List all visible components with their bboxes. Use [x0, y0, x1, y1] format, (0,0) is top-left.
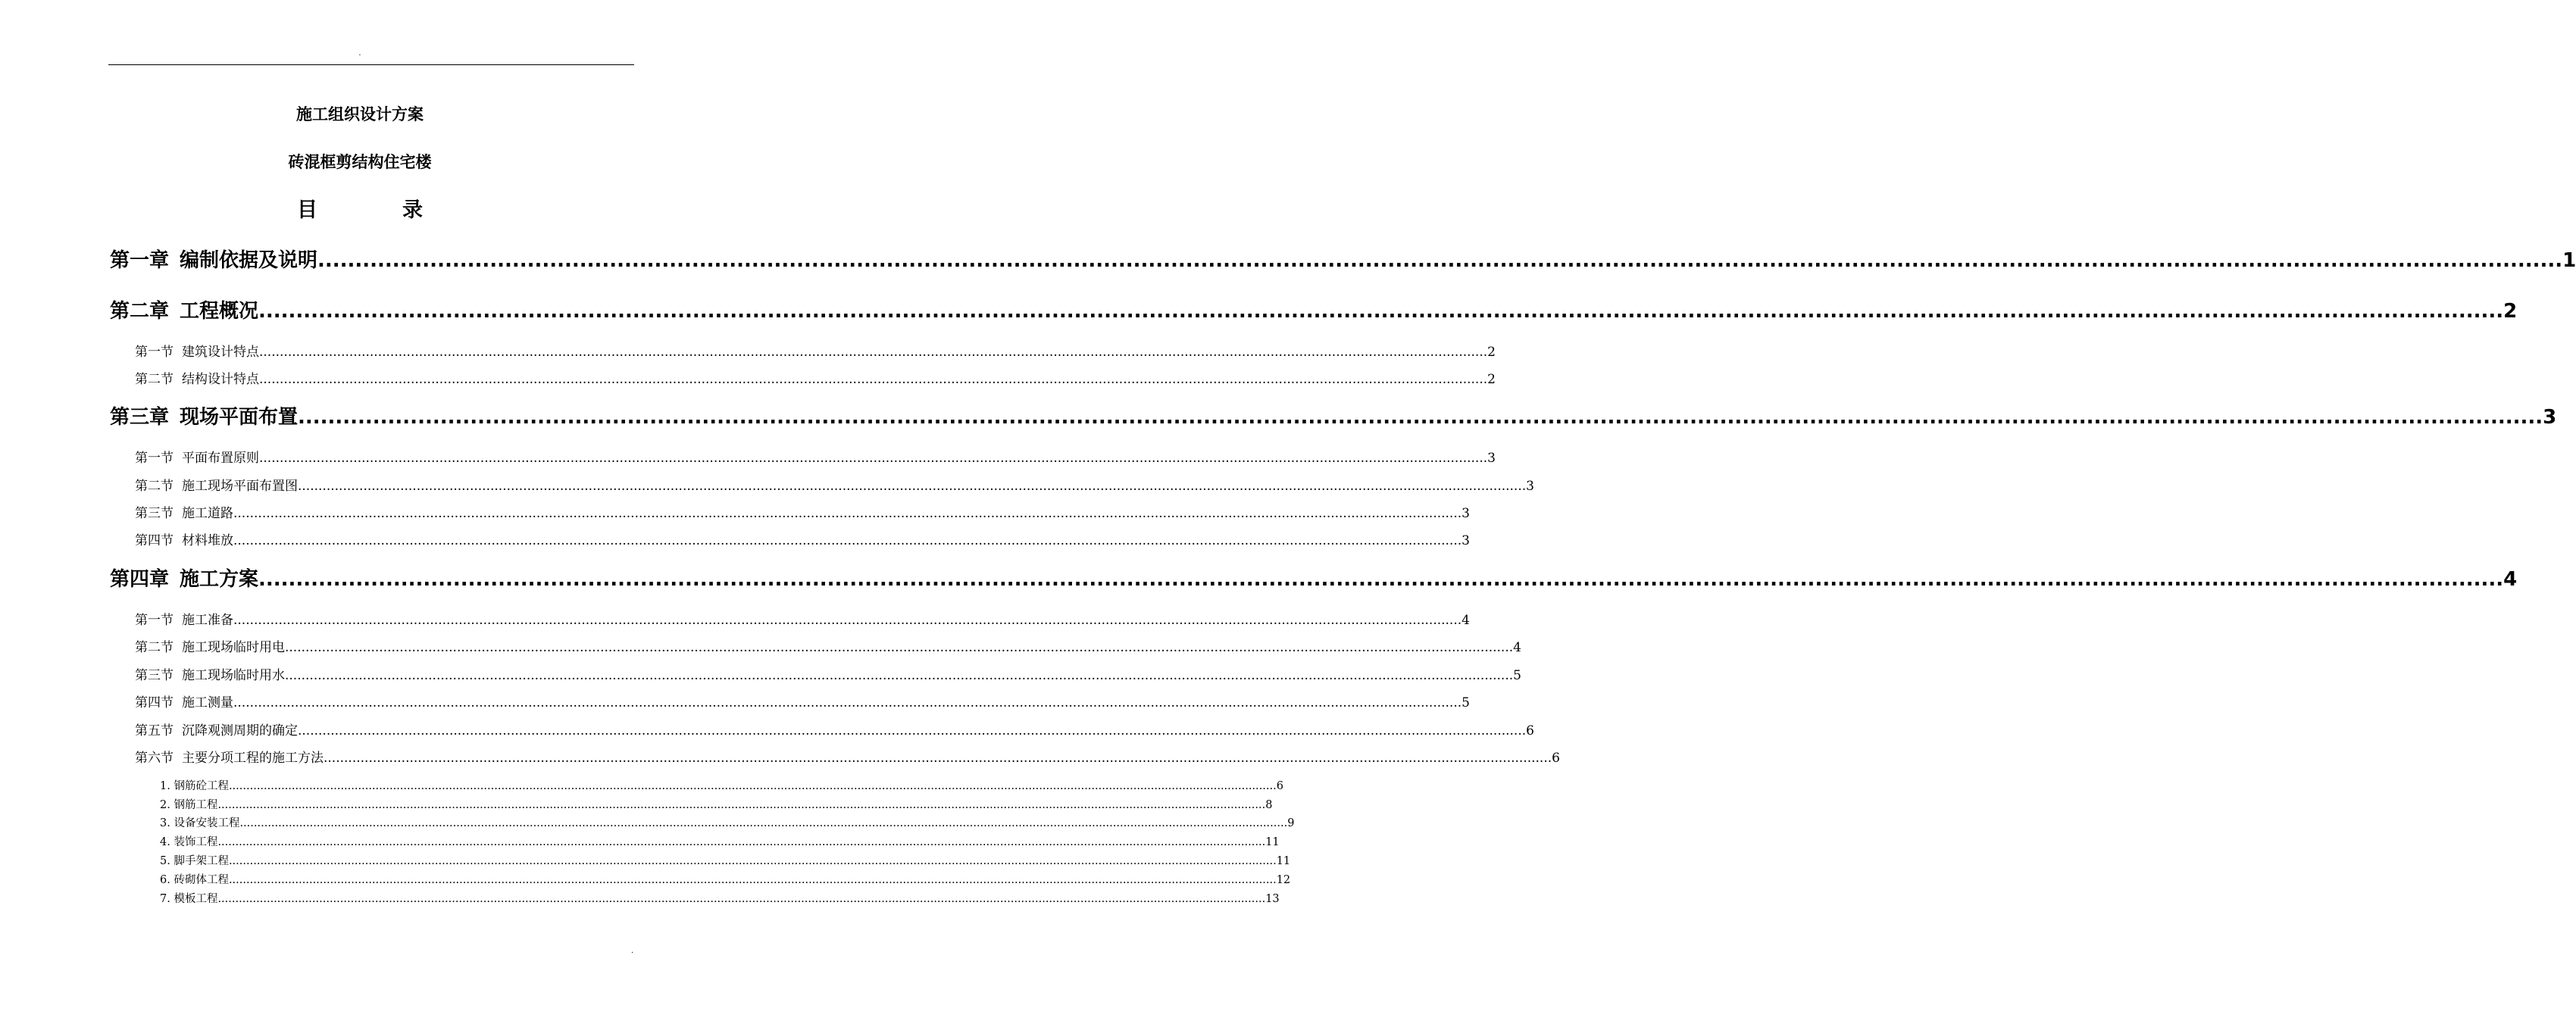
toc-page-number: 5: [1513, 668, 1521, 683]
toc-item-7[interactable]: [160, 892, 1280, 907]
toc-page-number: 6: [1552, 751, 1560, 766]
toc-leader: ............................................................................................................................................................................................................................................................................................................: [233, 506, 1462, 521]
document-title: 施工组织设计方案: [296, 105, 424, 123]
toc-section-3-2[interactable]: [135, 477, 1534, 495]
toc-page-number: 9: [1287, 817, 1295, 829]
toc-section-4-6[interactable]: [135, 749, 1560, 767]
toc-section-3-4[interactable]: [135, 532, 1470, 550]
toc-leader: ............................................................................................................................................................................................................................................................................................................: [217, 799, 1266, 811]
toc-page-number: 8: [1265, 799, 1273, 811]
toc-page-number: 6: [1526, 723, 1534, 739]
toc-leader: ............................................................................................................................................................................................................................................................................................................: [228, 874, 1277, 886]
toc-leader: ............................................................................................................................................................................................................................................................................................................: [298, 406, 2543, 429]
header-rule: [108, 64, 634, 65]
toc-page-number: 1: [2562, 249, 2576, 272]
toc-leader: ............................................................................................................................................................................................................................................................................................................: [259, 451, 1488, 466]
toc-item-2[interactable]: [160, 798, 1273, 813]
toc-leader: ............................................................................................................................................................................................................................................................................................................: [233, 613, 1462, 628]
toc-leader: ............................................................................................................................................................................................................................................................................................................: [228, 780, 1277, 792]
toc-page-number: 4: [1513, 640, 1521, 655]
toc-page-number: 2: [1487, 345, 1496, 360]
toc-leader: ............................................................................................................................................................................................................................................................................................................: [298, 723, 1527, 739]
toc-section-number: 第四节: [135, 533, 174, 548]
toc-section-title: 沉降观测周期的确定: [182, 723, 298, 739]
toc-item-6[interactable]: [160, 873, 1291, 888]
toc-page-number: 3: [1462, 533, 1470, 548]
toc-item-title: 1. 钢筋砼工程: [160, 780, 229, 792]
toc-section-4-5[interactable]: [135, 722, 1534, 740]
toc-leader: ............................................................................................................................................................................................................................................................................................................: [259, 345, 1488, 360]
header-mark: .: [358, 49, 361, 58]
toc-section-number: 第一节: [135, 613, 174, 628]
footer-mark: .: [631, 947, 634, 955]
toc-section-number: 第二节: [135, 640, 174, 655]
toc-section-title: 建筑设计特点: [182, 345, 259, 360]
toc-section-number: 第一节: [135, 345, 174, 360]
toc-chapter-number: 第二章: [110, 300, 170, 323]
toc-chapter-number: 第三章: [110, 406, 170, 429]
toc-section-title: 施工现场临时用电: [182, 640, 285, 655]
toc-chapter-3[interactable]: [110, 402, 2557, 432]
toc-section-number: 第六节: [135, 751, 174, 766]
toc-page-number: 3: [1526, 479, 1534, 494]
toc-leader: ............................................................................................................................................................................................................................................................................................................: [258, 300, 2504, 323]
toc-chapter-title: 施工方案: [180, 568, 259, 591]
toc-item-title: 2. 钢筋工程: [160, 799, 218, 811]
toc-section-title: 平面布置原则: [182, 451, 259, 466]
toc-chapter-4[interactable]: [110, 564, 2518, 595]
toc-section-4-3[interactable]: [135, 667, 1521, 685]
toc-leader: ............................................................................................................................................................................................................................................................................................................: [259, 372, 1488, 387]
toc-section-number: 第三节: [135, 668, 174, 683]
toc-item-title: 4. 装饰工程: [160, 836, 218, 848]
toc-section-number: 第一节: [135, 451, 174, 466]
toc-leader: ............................................................................................................................................................................................................................................................................................................: [285, 668, 1514, 683]
toc-chapter-2[interactable]: [110, 296, 2518, 326]
toc-page-number: 11: [1265, 836, 1280, 848]
toc-section-title: 施工现场临时用水: [182, 668, 285, 683]
project-name: 砖混框剪结构住宅楼: [288, 153, 432, 171]
toc-chapter-title: 现场平面布置: [180, 406, 299, 429]
toc-section-2-2[interactable]: [135, 370, 1496, 389]
toc-leader: ............................................................................................................................................................................................................................................................................................................: [298, 479, 1527, 494]
toc-item-3[interactable]: [160, 816, 1295, 831]
toc-chapter-title: 工程概况: [180, 300, 259, 323]
toc-section-title: 施工测量: [182, 695, 233, 710]
toc-item-title: 3. 设备安装工程: [160, 817, 240, 829]
toc-section-number: 第四节: [135, 695, 174, 710]
toc-leader: ............................................................................................................................................................................................................................................................................................................: [258, 568, 2504, 591]
toc-page-number: 5: [1462, 695, 1470, 710]
toc-section-number: 第三节: [135, 506, 174, 521]
toc-section-number: 第二节: [135, 372, 174, 387]
toc-item-5[interactable]: [160, 854, 1291, 869]
toc-item-1[interactable]: [160, 779, 1283, 794]
toc-item-title: 5. 脚手架工程: [160, 855, 229, 867]
toc-chapter-number: 第一章: [110, 249, 170, 272]
toc-page-number: 2: [1487, 372, 1496, 387]
toc-heading: [0, 197, 720, 224]
toc-leader: ............................................................................................................................................................................................................................................................................................................: [239, 817, 1288, 829]
toc-section-2-1[interactable]: [135, 343, 1496, 361]
toc-page-number: 2: [2503, 300, 2518, 323]
toc-leader: ............................................................................................................................................................................................................................................................................................................: [233, 533, 1462, 548]
toc-page-number: 12: [1276, 874, 1291, 886]
toc-page-number: 3: [1487, 451, 1496, 466]
toc-leader: ............................................................................................................................................................................................................................................................................................................: [317, 249, 2563, 272]
toc-section-4-4[interactable]: [135, 694, 1470, 712]
toc-section-title: 施工道路: [182, 506, 233, 521]
toc-leader: ............................................................................................................................................................................................................................................................................................................: [217, 893, 1266, 905]
toc-heading-right: 录: [402, 198, 423, 222]
toc-section-4-1[interactable]: [135, 611, 1470, 629]
toc-section-3-1[interactable]: [135, 449, 1496, 467]
toc-leader: ............................................................................................................................................................................................................................................................................................................: [285, 640, 1514, 655]
toc-page-number: 4: [1462, 613, 1470, 628]
toc-leader: ............................................................................................................................................................................................................................................................................................................: [228, 855, 1277, 867]
toc-section-title: 主要分项工程的施工方法: [182, 751, 324, 766]
toc-leader: ............................................................................................................................................................................................................................................................................................................: [233, 695, 1462, 710]
toc-section-3-3[interactable]: [135, 504, 1470, 523]
toc-item-title: 6. 砖砌体工程: [160, 874, 229, 886]
toc-heading-left: 目: [297, 198, 317, 222]
toc-page-number: 3: [1462, 506, 1470, 521]
toc-page-number: 11: [1276, 855, 1291, 867]
toc-section-number: 第二节: [135, 479, 174, 494]
toc-section-title: 施工准备: [182, 613, 233, 628]
toc-page-number: 3: [2543, 406, 2557, 429]
toc-chapter-number: 第四章: [110, 568, 170, 591]
toc-chapter-title: 编制依据及说明: [180, 249, 318, 272]
toc-section-title: 结构设计特点: [182, 372, 259, 387]
toc-page-number: 4: [2503, 568, 2518, 591]
toc-chapter-1[interactable]: [110, 245, 2576, 276]
toc-section-title: 材料堆放: [182, 533, 233, 548]
toc-section-number: 第五节: [135, 723, 174, 739]
toc-section-4-2[interactable]: [135, 639, 1521, 657]
toc-section-title: 施工现场平面布置图: [182, 479, 298, 494]
toc-leader: ............................................................................................................................................................................................................................................................................................................: [217, 836, 1266, 848]
toc-leader: ............................................................................................................................................................................................................................................................................................................: [324, 751, 1552, 766]
toc-item-title: 7. 模板工程: [160, 893, 218, 905]
toc-page-number: 6: [1276, 780, 1283, 792]
toc-item-4[interactable]: [160, 835, 1280, 850]
toc-page-number: 13: [1265, 893, 1280, 905]
